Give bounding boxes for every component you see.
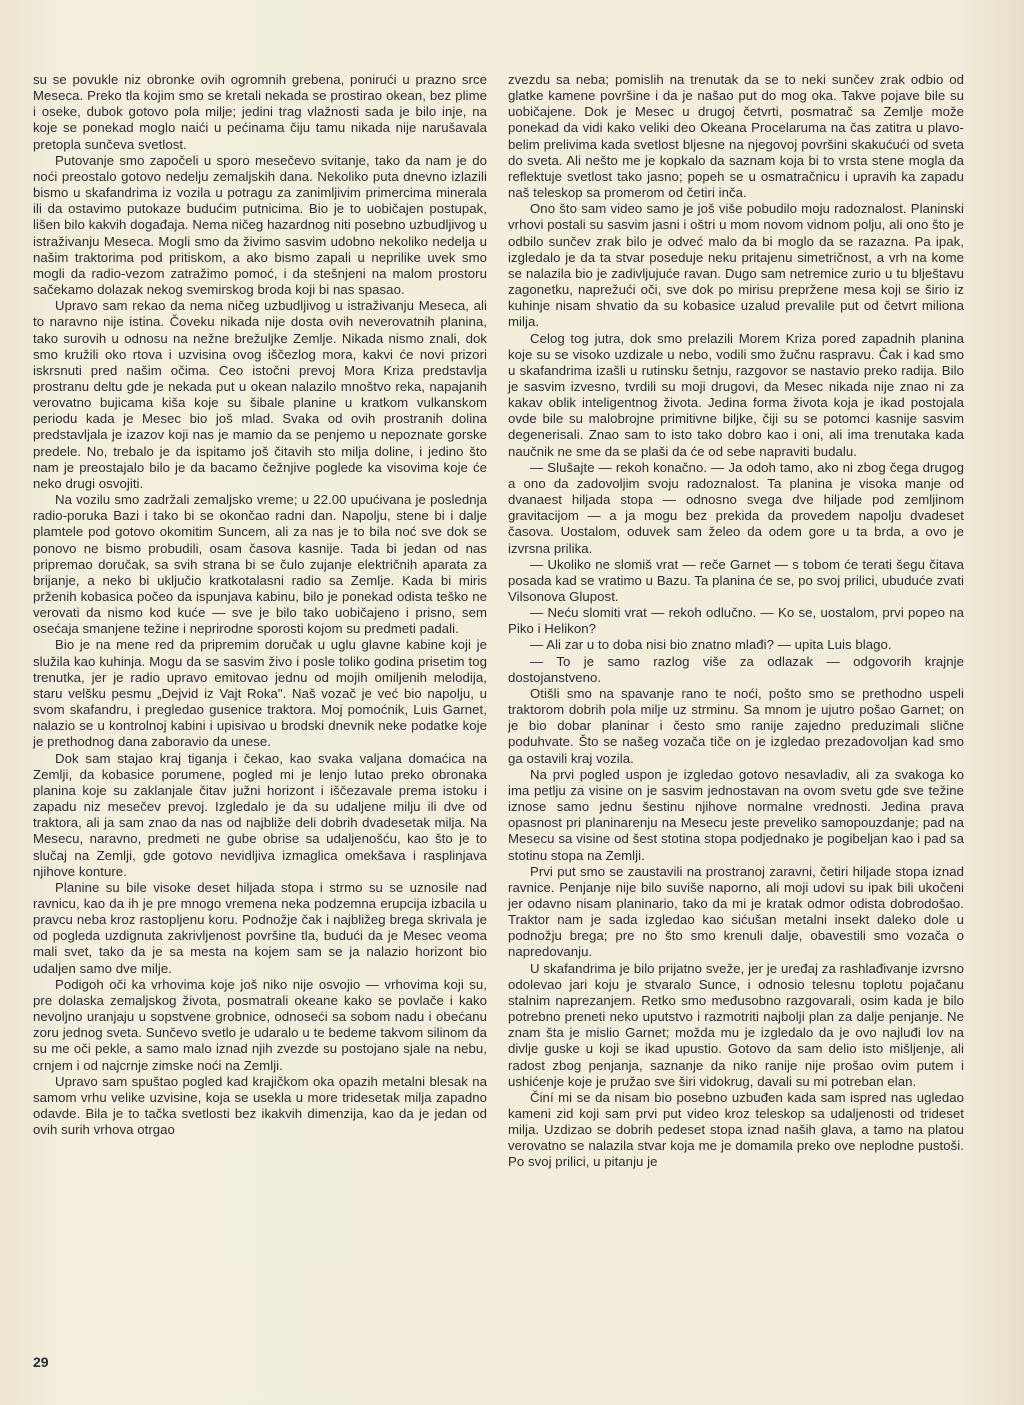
paragraph: Dok sam stajao kraj tiganja i čekao, kao svaka valjana domaćica na Zemlji, da kobasice porumene, pogled mi je lenjo lutao preko obronaka planina koje su zaklanjale čitav južni horizont i iščezavale prema istoku i zapadu niz mesečev prevoj. Izgledalo je da su udaljene milju ili dve od traktora, ali ja sam znao da nas od najbliže deli dobrih dvadesetak milja. Na Mesecu, naravno, predmeti ne gube obrise sa udaljenošću, kao što je to slučaj na Zemlji, gde gotovo nevidljiva izmaglica omekšava i rasplinjava njihove konture. [33,750,487,879]
paragraph: Činí mi se da nisam bio posebno uzbuđen kada sam ispred nas ugledao kameni zid koji sam prvi put video kroz teleskop sa udaljenosti od trideset milja. Uzdizao se dobrih pedeset stopa iznad naših glava, a tamo na platou verovatno se nalazila stvar koja me je domamila preko ove neplodne pustoši. Po svoj prilici, u pitanju je [508,1089,964,1170]
paragraph: — Neću slomiti vrat — rekoh odlučno. — Ko se, uostalom, prvi popeo na Piko i Helikon? [508,605,964,637]
paragraph: Upravo sam rekao da nema ničeg uzbudljivog u istraživanju Meseca, ali to naravno nije istina. Čoveku nikada nije dosta ovih neverovatnih planina, tako surovih u odnosu na nežne brežuljke Zemlje. Nikada nismo znali, dok smo kružili oko rtova i uzvisina ovog iščezlog mora, kakvi će novi prizori iskrsnuti pred našim očima. Ceo istočni prevoj Mora Kriza predstavlja prostranu deltu gde je nekada put u okean nalazilo mnoštvo reka, napajanih verovatno bujicama kiša koje su šibale planine u kratkom vulkanskom periodu kada je Mesec bio još mlad. Svaka od ovih prostranih dolina predstavljala je izazov koji nas je mamio da se penjemo u nepoznate gorske predele. No, trebalo je da ispitamo još čitavih sto milja doline, i jedino što nam je preostajalo bilo je da bacamo čežnjive poglede ka visovima koje će neko drugi osvojiti. [33,298,487,491]
left-text-column [33,72,487,1138]
paragraph: Podigoh oči ka vrhovima koje još niko nije osvojio — vrhovima koji su, pre dolaska zemaljskog života, posmatrali okeane kako se povlače i kako nevoljno uranjaju u sopstvene grobnice, odnoseći sa sobom nadu i obećanu zoru jednog sveta. Sunčevo svetlo je udaralo u te bedeme takvom silinom da su me oči pekle, a samo malo iznad njih zvezde su postojano sjale na nebu, crnjem i od najcrnje zimske noći na Zemlji. [33,976,487,1073]
paragraph: — Slušajte — rekoh konačno. — Ja odoh tamo, ako ni zbog čega drugog a ono da zadovoljim svoju radoznalost. Ta planina je visoka manje od dvanaest hiljada stopa — odnosno svega dve hiljade pod zemljinom gravitacijom — a ja mogu bez prekida da provedem napolju dvadeset časova. Uostalom, oduvek sam želeo da odem gore u ta brda, a ovo je izvrsna prilika. [508,459,964,556]
paragraph: Otišli smo na spavanje rano te noći, pošto smo se prethodno uspeli traktorom dobrih pola milje uz strminu. Sa mnom je ujutro pošao Garnet; on je bio dobar planinar i često smo ranije zajedno preduzimali slične poduhvate. Što se našeg vozača tiče on je izgledao prezadovoljan kad smo ga ostavili kraj vozila. [508,685,964,766]
paragraph: — To je samo razlog više za odlazak — odgovorih krajnje dostojanstveno. [508,653,964,685]
paragraph: Putovanje smo započeli u sporo mesečevo svitanje, tako da nam je do noći preostalo gotovo nedelju zemaljskih dana. Nekoliko puta dnevno izlazili bismo u skafandrima iz vozila u potragu za zanimljivim primercima minerala ili da ostavimo putokaze budućim putnicima. Bio je to uobičajen postupak, lišen bilo kakvih događaja. Nema ničeg hazardnog niti posebno uzbudljivog u istraživanju Meseca. Mogli smo da živimo sasvim udobno nekoliko nedelja u našim traktorima pod pritiskom, a ako bismo zapali u neprilike uvek smo mogli da radio-vezom zatražimo pomoć, i da stešnjeni na malom prostoru sačekamo dolazak nekog svemirskog broda koji bi nas spasao. [33,152,487,298]
paragraph: Na vozilu smo zadržali zemaljsko vreme; u 22.00 upućivana je poslednja radio-poruka Bazi i tako bi se okončao radni dan. Napolju, stene bi i dalje plamtele pod gotovo okomitim Suncem, ali za nas je to bila noć sve dok se ponovo ne bismo probudili, osam časova kasnije. Tada bi jedan od nas pripremao doručak, sa svih strana bi se čulo zujanje električnih aparata za brijanje, a neko bi uključio kratkotalasni radio sa Zemlje. Kada bi miris prženih kobasica počeo da ispunjava kabinu, bilo je ponekad odista teško ne verovati da nismo kod kuće — sve je bilo tako uobičajeno i prisno, sem osećaja smanjene težine i neprirodne sporosti kojom su predmeti padali. [33,492,487,637]
paragraph: Celog tog jutra, dok smo prelazili Morem Kriza pored zapadnih planina koje su se visoko uzdizale u nebo, vodili smo žučnu raspravu. Čak i kad smo u skafandrima izašli u rutinsku šetnju, razgovor se nastavio preko radija. Bilo je sasvim izvesno, tvrdili su moji drugovi, da Mesec nikada nije znao ni za kakav oblik inteligentnog života. Jedina forma života koja je ikad postojala ovde bile su malobrojne primitivne biljke, čiji su se potomci kasnije sasvim degenerisali. Znao sam to isto tako dobro kao i oni, ali ima trenutaka kada naučnik ne sme da se plaši da će od sebe napraviti budalu. [508,330,964,459]
paragraph: Bio je na mene red da pripremim doručak u uglu glavne kabine koji je služila kao kuhinja. Mogu da se sasvim živo i posle toliko godina prisetim tog trenutka, jer je radio upravo emitovao jednu od mojih omiljenih melodija, staru velšku pesmu „Dejvid iz Vajt Roka". Naš vozač je već bio napolju, u svom skafandru, i pregledao gusenice traktora. Moj pomoćnik, Luis Garnet, nalazio se u kontrolnoj kabini i upisivao u brodski dnevnik neke podatke koje je prethodnog dana zaboravio da unese. [33,637,487,750]
paragraph: zvezdu sa neba; pomislih na trenutak da se to neki sunčev zrak odbio od glatke kamene površine i da je našao put do mog oka. Takve pojave bile su uobičajene. Dok je Mesec u drugoj četvrti, posmatrač sa Zemlje može ponekad da vidi kako veliki deo Okeana Procelaruma na čas zatitra u plavo-belim prelivima kada svetlost bljesne na njegovoj površini skakućući od sveta do sveta. Ali nešto me je kopkalo da saznam koja bi to vrsta stene mogla da reflektuje svetlost tako jasno; popeh se u osmatračnicu i upravih ka zapadu naš teleskop sa promerom od četiri inča. [508,72,964,201]
paragraph: — Ali zar u to doba nisi bio znatno mlađi? — upita Luis blago. [530,637,892,653]
paragraph: Upravo sam spuštao pogled kad krajičkom oka opazih metalni blesak na samom vrhu velike uzvisine, koja se usekla u more tridesetak milja zapadno odavde. Bila je to tačka svetlosti bez ikakvih dimenzija, kao da je jedan od ovih surih vrhova otrgao [33,1073,487,1138]
right-text-column [508,72,964,1171]
paragraph: U skafandrima je bilo prijatno sveže, jer je uređaj za rashlađivanje izvrsno odolevao jari koju je stvaralo Sunce, i odnosio telesnu toplotu pojačanu stalnim naprezanjem. Retko smo međusobno razgovarali, osim kada je bilo potrebno preneti neko uputstvo i razmotriti najbolji plan za dalje penjanje. Ne znam šta je mislio Garnet; možda mu je izgledalo da je ovo najluđi lov na divlje guske u koji se ikad upustio. Gotovo da sam delio isto mišljenje, ali radost zbog penjanja, saznanje da niko ranije nije prošao ovim putem i ushićenje koje je pružao sve širi vidokrug, davali su mi potreban elan. [508,960,964,1089]
paragraph: Planine su bile visoke deset hiljada stopa i strmo su se uznosile nad ravnicu, kao da ih je pre mnogo vremena neka podzemna erupcija izbacila u pravcu neba kroz rastopljenu koru. Podnožje čak i najbližeg brega skrivala je od pogleda uzdignuta zakrivljenost površine tla, budući da je Mesec veoma mali svet, tako da je sa mesta na kojem sam se ja nalazio horizont bio udaljen samo dve milje. [33,879,487,976]
paragraph: Prvi put smo se zaustavili na prostranoj zaravni, četiri hiljade stopa iznad ravnice. Penjanje nije bilo suviše naporno, ali moji udovi su ipak bili ukočeni jer odavno nisam planinario, tako da mi je kratak odmor odista dobrodošao. Traktor nam je sada izgledao kao sićušan metalni insekt daleko dole u podnožju brega; pre no što smo krenuli dalje, obavestili smo vozača o napredovanju. [508,863,964,960]
paragraph: Na prvi pogled uspon je izgledao gotovo nesavladiv, ali za svakoga ko ima petlju za visine on je sasvim jednostavan na ovom svetu gde sve težine iznose samo jednu šestinu njihove normalne vrednosti. Jedina prava opasnost pri planinarenju na Mesecu jeste preveliko samopouzdanje; pad na Mesecu sa visine od šest stotina stopa podjednako je pogibeljan kao i pad sa stotinu stopa na Zemlji. [508,766,964,863]
paragraph: — Ukoliko ne slomiš vrat — reče Garnet — s tobom će terati šegu čitava posada kad se vratimo u Bazu. Ta planina će se, po svoj prilici, ubuduće zvati Vilsonova Glupost. [508,556,964,604]
paragraph: Ono što sam video samo je još više pobudilo moju radoznalost. Planinski vrhovi postali su sasvim jasni i oštri u mom novom vidnom polju, ali ono što je odbilo sunčev zrak bilo je odveć malo da bi moglo da se razazna. Pa ipak, izgledalo je da ta stvar poseduje neku pritajenu simetričnost, a vrh na kome se nalazila bio je zadivljujuće ravan. Dugo sam netremice zurio u tu blještavu zagonetku, naprežući oči, sve dok po mirisu prepržene mesa koji se širio iz kuhinje nisam shvatio da su kobasice uzalud prevalile put od četvrt miliona milja. [508,201,964,330]
paragraph: su se povukle niz obronke ovih ogromnih grebena, ponirući u prazno srce Meseca. Preko tla kojim smo se kretali nekada se prostirao okean, bez plime i oseke, dubok gotovo pola milje; jedini trag vlažnosti sada je bilo inje, na koje se ponekad moglo naići u pećinama čiju tamu nikada nije narušavala pretopla sunčeva svetlost. [33,72,487,152]
page-number: 29 [33,1354,49,1370]
